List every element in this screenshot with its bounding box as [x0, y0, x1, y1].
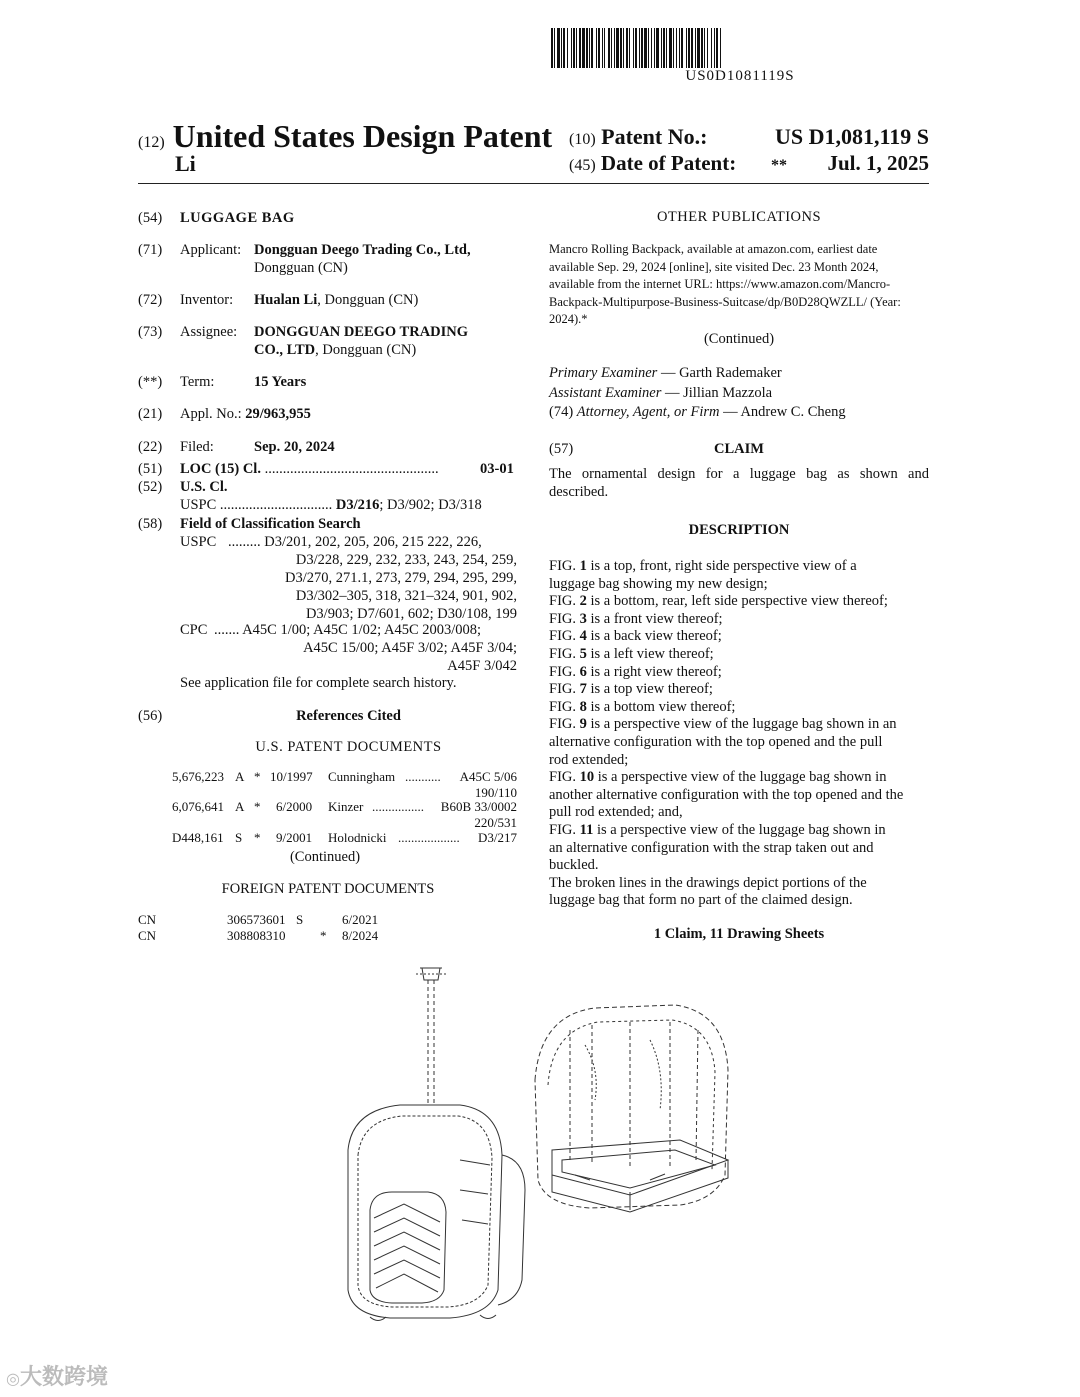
- attorney-tag: (74): [549, 404, 574, 421]
- field-cpc-lines: [180, 621, 517, 675]
- filed-tag: (22): [138, 439, 163, 455]
- description-line: FIG. 2 is a bottom, rear, left side perspective view thereof;: [549, 593, 888, 610]
- uspc-label: USPC: [180, 497, 217, 513]
- us-docs-title: U.S. PATENT DOCUMENTS: [255, 739, 442, 755]
- description-line: FIG. 1 is a top, front, right side perspective view of a: [549, 558, 857, 574]
- us-refs-continued: (Continued): [289, 849, 361, 865]
- patent-no-value: US D1,081,119 S: [774, 124, 929, 149]
- description-line: rod extended;: [549, 751, 629, 768]
- appl-label: Appl. No.:: [180, 406, 242, 422]
- inventor-tag: (72): [138, 292, 163, 308]
- loc-line: [180, 460, 517, 478]
- description-title: DESCRIPTION: [688, 522, 790, 538]
- field-cpc-line: A45F 3/042: [447, 658, 517, 674]
- uscl-label: U.S. Cl.: [180, 479, 228, 495]
- inventor-label: Inventor:: [180, 292, 234, 308]
- assistant-examiner: [549, 385, 929, 403]
- description-line: FIG. 3 is a front view thereof;: [549, 610, 723, 627]
- assignee-label: Assignee:: [180, 324, 238, 340]
- assignee-city: , Dongguan (CN): [315, 342, 417, 358]
- foreign-date: 6/2021: [342, 912, 379, 927]
- description-line: another alternative configuration with the top opened and the: [549, 786, 904, 803]
- description-line: luggage bag that form no part of the claimed design.: [549, 892, 853, 909]
- assignee-name-2: CO., LTD: [254, 342, 316, 358]
- field-tag: (58): [138, 516, 163, 532]
- foreign-star: *: [320, 928, 327, 943]
- see-file-note: See application file for complete search history.: [180, 675, 457, 691]
- ref-name: Holodnicki: [328, 830, 387, 845]
- ref-class: D3/217: [478, 830, 517, 845]
- other-pubs-continued: (Continued): [703, 331, 775, 347]
- inventor-city: , Dongguan (CN): [317, 292, 419, 308]
- loc-value: 03-01: [480, 461, 514, 477]
- ref-class: A45C 5/06: [459, 769, 517, 784]
- claim-title: CLAIM: [714, 441, 764, 457]
- uspc-line: [180, 496, 482, 514]
- barcode-bar: [721, 28, 722, 68]
- date-star: **: [771, 157, 787, 174]
- assignee-line2: [254, 341, 416, 359]
- title-text: United States Design Patent: [172, 118, 553, 154]
- applicant-city: Dongguan (CN): [254, 260, 348, 276]
- description-line: luggage bag showing my new design;: [549, 575, 768, 592]
- ref-num: D448,161: [172, 830, 224, 845]
- filed-value: Sep. 20, 2024: [254, 439, 335, 455]
- ref-star: *: [254, 769, 261, 784]
- appl-value: 29/963,955: [245, 406, 311, 422]
- foreign-refs-table: [0, 912, 540, 944]
- header-rule: [138, 183, 929, 184]
- ref-name: Kinzer: [328, 799, 364, 814]
- other-pubs-title: OTHER PUBLICATIONS: [656, 209, 822, 225]
- ref-date: 6/2000: [276, 799, 313, 814]
- us-refs-table-2: [0, 799, 540, 829]
- attorney-name: — Andrew C. Cheng: [719, 404, 846, 421]
- patent-number-line: [569, 124, 929, 150]
- description-line: buckled.: [549, 857, 599, 874]
- ref-star: *: [254, 830, 261, 845]
- uspc-rest: ; D3/902; D3/318: [379, 497, 482, 513]
- assistant-examiner-name: — Jillian Mazzola: [661, 384, 773, 401]
- open-backpack-figure: [535, 1005, 728, 1212]
- barcode: [551, 28, 929, 68]
- description-line: pull rod extended; and,: [549, 804, 683, 821]
- ref-subclass: 190/110: [474, 785, 517, 800]
- claims-sheets-footer: 1 Claim, 11 Drawing Sheets: [653, 926, 825, 942]
- loc-dots: ................................................: [264, 461, 439, 477]
- examiners: [549, 365, 929, 422]
- applicant-name: Dongguan Deego Trading Co., Ltd,: [254, 242, 471, 258]
- date-value: Jul. 1, 2025: [827, 151, 929, 175]
- other-pub-line: Mancro Rolling Backpack, available at amazon.com, earliest date: [549, 242, 878, 256]
- date-line: [569, 151, 929, 176]
- field-cpc-line: A45C 15/00; A45F 3/02; A45F 3/04;: [303, 640, 517, 656]
- attorney: [549, 404, 929, 422]
- field-uspc-line: ......... D3/201, 202, 205, 206, 215 222, 226,: [228, 534, 482, 550]
- description-line: FIG. 7 is a top view thereof;: [549, 681, 713, 698]
- field-uspc-line: D3/270, 271.1, 273, 279, 294, 295, 299,: [285, 570, 517, 586]
- date-tag: (45): [569, 157, 596, 174]
- ref-dots: ...................: [398, 830, 460, 845]
- claim-text: [549, 466, 929, 501]
- table-row: [0, 830, 540, 850]
- assignee-name-1: DONGGUAN DEEGO TRADING: [254, 324, 469, 340]
- uspc-main: D3/216: [335, 497, 380, 513]
- barcode-number: US0D1081119S: [685, 68, 795, 84]
- other-pubs-text: [549, 241, 929, 329]
- foreign-num: 308808310: [227, 928, 286, 943]
- ref-star: *: [254, 799, 261, 814]
- claim-line: described.: [549, 483, 609, 500]
- field-uspc-line: D3/228, 229, 232, 233, 243, 254, 259,: [295, 552, 517, 568]
- description-line: FIG. 11 is a perspective view of the luggage bag shown in: [549, 821, 886, 838]
- foreign-country: CN: [138, 912, 157, 927]
- foreign-kind: S: [296, 912, 304, 927]
- ref-date: 9/2001: [276, 830, 313, 845]
- invention-title: LUGGAGE BAG: [180, 210, 295, 226]
- filed-label: Filed:: [180, 439, 214, 455]
- description-line: The broken lines in the drawings depict portions of the: [549, 874, 867, 891]
- ref-class: B60B 33/0002: [440, 799, 517, 814]
- table-row: [0, 912, 540, 928]
- ref-kind: A: [235, 769, 245, 784]
- assignee-tag: (73): [138, 324, 163, 340]
- patent-type-title: [138, 118, 552, 155]
- applicant-label: Applicant:: [180, 242, 242, 258]
- ref-num: 6,076,641: [172, 799, 224, 814]
- inventor-name: Hualan Li: [254, 292, 318, 308]
- patent-no-label: Patent No.:: [601, 124, 708, 149]
- patent-no-tag: (10): [569, 131, 596, 148]
- claim-line: The ornamental design for a luggage bag as shown and: [549, 466, 929, 482]
- field-uspc-line: D3/302–305, 318, 321–324, 901, 902,: [295, 588, 517, 604]
- primary-examiner-name: — Garth Rademaker: [657, 365, 782, 381]
- refs-title: References Cited: [296, 708, 401, 724]
- loc-tag: (51): [138, 461, 163, 477]
- description-line: an alternative configuration with the strap taken out and: [549, 839, 874, 856]
- other-pub-line: 2024).*: [549, 312, 588, 326]
- field-uspc-line: D3/903; D7/601, 602; D30/108, 199: [305, 606, 517, 622]
- applicant-tag: (71): [138, 242, 163, 258]
- field-uspc-lines: [180, 533, 517, 623]
- ref-kind: A: [235, 799, 245, 814]
- primary-examiner: [549, 365, 929, 383]
- assistant-examiner-label: Assistant Examiner: [549, 384, 662, 401]
- other-pub-line: Backpack-Multipurpose-Business-Suitcase/dp/B0D28QWZLL/ (Year:: [549, 294, 901, 309]
- ref-kind: S: [235, 830, 243, 845]
- description-line: FIG. 8 is a bottom view thereof;: [549, 698, 736, 715]
- foreign-docs-title: FOREIGN PATENT DOCUMENTS: [221, 881, 435, 897]
- ref-dots: ................: [372, 799, 424, 814]
- description-line: FIG. 9 is a perspective view of the luggage bag shown in an: [549, 716, 897, 733]
- primary-examiner-label: Primary Examiner: [549, 365, 658, 381]
- foreign-date: 8/2024: [342, 928, 379, 943]
- field-label: Field of Classification Search: [180, 516, 361, 532]
- header-inventor: Li: [175, 151, 196, 176]
- type-tag: (12): [138, 134, 165, 151]
- description-line: alternative configuration with the top opened and the pull: [549, 733, 883, 750]
- claim-tag: (57): [549, 441, 574, 457]
- term-value: 15 Years: [254, 374, 307, 390]
- title-tag: (54): [138, 210, 163, 226]
- uscl-tag: (52): [138, 479, 163, 495]
- field-cpc-line: ....... A45C 1/00; A45C 1/02; A45C 2003/008;: [214, 622, 482, 638]
- field-uspc-label: USPC: [180, 534, 217, 550]
- appl-line: [180, 405, 311, 423]
- table-row: [0, 928, 540, 944]
- description-line: FIG. 10 is a perspective view of the luggage bag shown in: [549, 769, 887, 786]
- term-label: Term:: [180, 374, 215, 390]
- other-pub-line: available from the internet URL: https://www.amazon.com/Mancro-: [549, 277, 891, 291]
- ref-num: 5,676,223: [172, 769, 224, 784]
- loc-label: LOC (15) Cl.: [180, 461, 261, 477]
- table-row: [0, 799, 540, 829]
- rolling-backpack-figure: [348, 968, 525, 1321]
- inventor-value: [254, 291, 418, 309]
- description-line: FIG. 5 is a left view thereof;: [549, 645, 714, 662]
- field-cpc-label: CPC: [180, 622, 208, 638]
- date-label: Date of Patent:: [600, 151, 737, 175]
- uspc-dots: ...............................: [219, 497, 333, 513]
- ref-name: Cunningham: [328, 769, 396, 784]
- description-text: [549, 558, 929, 910]
- other-pub-line: available Sep. 29, 2024 [online], site visited Dec. 23 Month 2024,: [549, 259, 879, 274]
- luggage-bag-drawing: [330, 960, 750, 1325]
- refs-tag: (56): [138, 708, 163, 724]
- foreign-country: CN: [138, 928, 157, 943]
- attorney-label: Attorney, Agent, or Firm: [576, 404, 720, 421]
- ref-subclass: 220/531: [474, 815, 517, 830]
- description-line: FIG. 4 is a back view thereof;: [549, 628, 722, 645]
- foreign-num: 306573601: [227, 912, 286, 927]
- appl-tag: (21): [138, 406, 163, 422]
- term-tag: (**): [138, 374, 163, 390]
- ref-dots: ...........: [405, 769, 441, 784]
- watermark-logo: ◎大数跨境: [6, 1365, 108, 1390]
- us-refs-table-3: [0, 830, 540, 850]
- watermark-text: 大数跨境: [19, 1365, 108, 1390]
- ref-date: 10/1997: [270, 769, 313, 784]
- description-line: FIG. 6 is a right view thereof;: [549, 663, 722, 680]
